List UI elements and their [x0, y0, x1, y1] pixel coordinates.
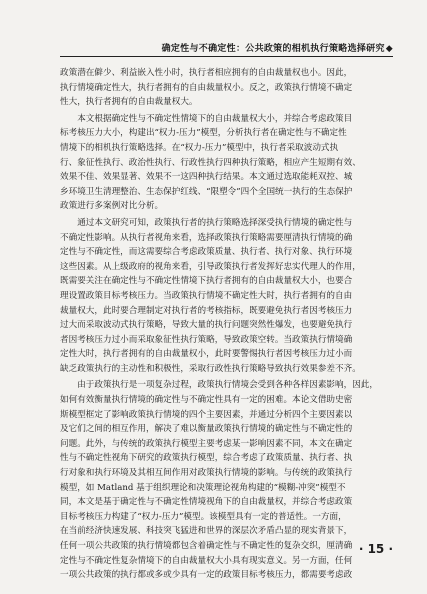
text-line: 裁量权大，此时要合理制定对执行者的考核指标，既要避免执行者因考核压力 [60, 305, 353, 316]
text-line: 模型，如 Matland 基于组织理论和决策理论视角构建的“模糊-冲突”模型不 [60, 482, 346, 493]
text-line: 定性大时，执行者拥有的自由裁量权小，此时要警惕执行者因考核压力过小而 [60, 349, 353, 360]
paragraph [60, 66, 393, 110]
body-text [60, 66, 393, 585]
text-line: 缺乏政策执行的主动性和积极性，采取行政性执行策略导致执行效果参差不齐。 [60, 363, 361, 374]
text-line: 执行情境确定性大，执行者拥有的自由裁量权小。反之，政策执行情境不确定 [60, 82, 353, 93]
text-line: 一项公共政策的执行都或多或少具有一定的政策目标考核压力，都需要考虑政 [60, 570, 353, 581]
text-line: 定性与不确定性复杂情境下的自由裁量权大小具有现实意义。另一方面，任何 [60, 555, 353, 566]
text-line: 斯模型框定了影响政策执行情境的四个主要因素，并通过分析四个主要因素以 [60, 409, 353, 420]
text-line: 者因考核压力过小而采取象征性执行策略，导致政策空转。当政策执行情境确 [60, 334, 353, 345]
diamond-icon: ◆ [385, 44, 393, 54]
text-line: 任何一项公共政策的执行情境都包含着确定性与不确定性的复杂交织，厘清确 [60, 541, 353, 551]
page-number: · 15 · [358, 542, 393, 556]
text-line: 标考核压力大小，构建出“权力-压力”模型，分析执行者在确定性与不确定性 [60, 128, 347, 139]
paragraph [60, 112, 393, 214]
paragraph [60, 378, 393, 582]
text-line: 过大而采取波动式执行策略，导致大量的执行问题突然性爆发，也要避免执行 [60, 320, 353, 331]
text-line: 目标考核压力构建了“权力-压力”模型。该模型具有一定的普适性。一方面， [60, 511, 347, 522]
text-line: 不确定性影响。从执行者视角来看，选择政策执行策略需要厘清执行情境的确 [60, 232, 353, 243]
text-line: 在当前经济快速发展、科技突飞猛进和世界的深层次矛盾凸显的现实背景下， [60, 526, 353, 537]
text-line: 性与不确定性视角下研究的政策执行模型，综合考虑了政策质量、执行者、执 [60, 453, 353, 464]
text-line: 本文根据确定性与不确定性情境下的自由裁量权大小，并综合考虑政策目 [60, 113, 353, 124]
text-line: 同，本文是基于确定性与不确定性情境视角下的自由裁量权，并综合考虑政策 [60, 497, 353, 508]
text-line: 效果不佳、效果显著、效果不一这四种执行结果。本文通过选取能耗双控、城 [60, 172, 353, 183]
text-line: 乡环境卫生清理整治、生态保护红线、“限塑令”四个全国统一执行的生态保护 [60, 186, 353, 197]
text-line: 定性与不确定性，而这需要综合考虑政策质量、执行者、执行对象、执行环境 [60, 247, 353, 258]
running-header [60, 41, 393, 54]
header-rule [60, 56, 393, 57]
text-line: 政策进行多案例对比分析。 [60, 201, 164, 212]
paragraph [60, 216, 393, 377]
text-line: 政策潜在僻少、利益嵌入性小时，执行者相应拥有的自由裁量权也小。因此， [60, 68, 353, 78]
text-line: 如何有效衡量执行情境的确定性与不确定性具有一定的困难。本论文借助史密 [60, 395, 353, 406]
text-line: 及它们之间的相互作用，解决了难以衡量政策执行情境的确定性与不确定性的 [60, 424, 353, 435]
text-line: 行对象和执行环境及其相互间作用对政策执行情境的影响。与传统的政策执行 [60, 468, 353, 479]
text-line: 问题。此外，与传统的政策执行模型主要考虑某一影响因素不同，本文在确定 [60, 438, 353, 449]
text-line: 行、象征性执行、政治性执行、行政性执行四种执行策略，相应产生短期有效、 [60, 157, 361, 168]
text-line: 既需要关注在确定性与不确定性情境下执行者拥有的自由裁量权大小，也要合 [60, 276, 353, 287]
text-line: 通过本文研究可知，政策执行者的执行策略选择深受执行情境的确定性与 [60, 217, 353, 228]
text-line: 由于政策执行是一项复杂过程，政策执行情境会受到各种各样因素影响，因此， [60, 380, 378, 391]
running-header-title: 确定性与不确定性：公共政策的相机执行策略选择研究 [161, 44, 385, 54]
text-line: 这些因素。从上级政府的视角来看，引导政策执行者发挥好忠实代理人的作用， [60, 261, 361, 272]
text-line: 理设置政策目标考核压力。当政策执行情境不确定性大时，执行者拥有的自由 [60, 290, 353, 301]
text-line: 性大，执行者拥有的自由裁量权大。 [60, 97, 198, 108]
text-line: 情境下的相机执行策略选择。在“权力-压力”模型中，执行者采取波动式执 [60, 142, 339, 153]
